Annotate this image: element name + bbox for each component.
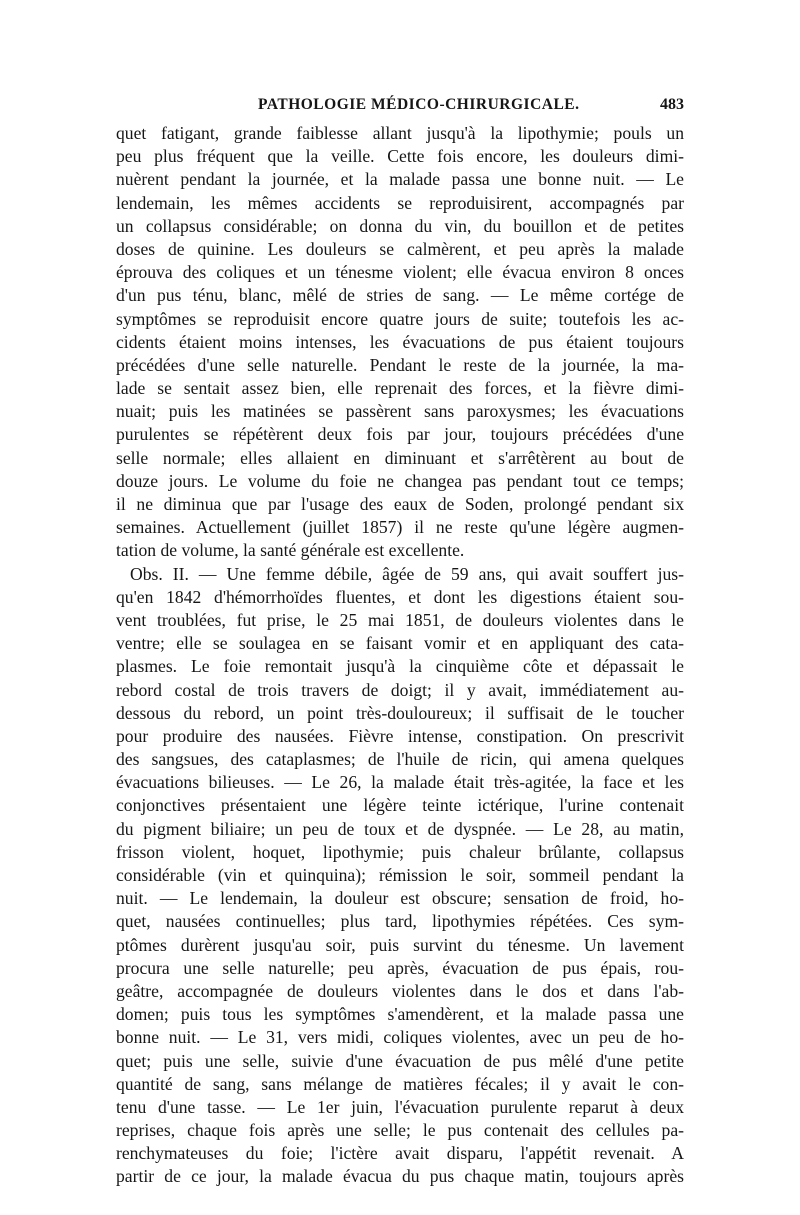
text-line: nuait; puis les matinées se passèrent sans paroxysmes; les évacuations	[116, 401, 684, 422]
text-line: quantité de sang, sans mélange de matières fécales; il y avait le con-	[116, 1073, 684, 1094]
text-line: cidents étaient moins intenses, les évacuations de pus étaient toujours	[116, 331, 684, 352]
text-line: bonne nuit. — Le 31, vers midi, coliques violentes, avec un peu de ho-	[116, 1027, 684, 1048]
text-line: domen; puis tous les symptômes s'amendèrent, et la malade passa une	[116, 1004, 684, 1025]
text-line: partir de ce jour, la malade évacua du pus chaque matin, toujours après	[116, 1166, 684, 1187]
text-line: ventre; elle se soulagea en se faisant vomir et en appliquant des cata-	[116, 633, 684, 654]
text-line: rebord costal de trois travers de doigt; il y avait, immédiatement au-	[116, 679, 684, 700]
text-line: lendemain, les mêmes accidents se reproduisirent, accompagnés par	[116, 192, 684, 213]
text-line: nuit. — Le lendemain, la douleur est obscure; sensation de froid, ho-	[116, 888, 684, 909]
text-line: quet, nausées continuelles; plus tard, lipothymies répétées. Ces sym-	[116, 911, 684, 932]
text-line: lade se sentait assez bien, elle reprenait des forces, et la fièvre dimi-	[116, 378, 684, 399]
text-line: peu plus fréquent que la veille. Cette fois encore, les douleurs dimi-	[116, 146, 684, 167]
text-line: conjonctives présentaient une légère teinte ictérique, l'urine contenait	[116, 795, 684, 816]
text-line: précédées d'une selle naturelle. Pendant le reste de la journée, la ma-	[116, 354, 684, 375]
text-line: reprises, chaque fois après une selle; le pus contenait des cellules pa-	[116, 1120, 684, 1141]
text-line: éprouva des coliques et un ténesme violent; elle évacua environ 8 onces	[116, 262, 684, 283]
text-line: évacuations bilieuses. — Le 26, la malade était très-agitée, la face et les	[116, 772, 684, 793]
text-line: des sangsues, des cataplasmes; de l'huile de ricin, qui amena quelques	[116, 749, 684, 770]
text-line: pour produire des nausées. Fièvre intense, constipation. On prescrivit	[116, 725, 684, 746]
text-line: considérable (vin et quinquina); rémission le soir, sommeil pendant la	[116, 865, 684, 885]
text-line: il ne diminua que par l'usage des eaux de Soden, prolongé pendant six	[116, 494, 684, 514]
page-number: 483	[660, 96, 684, 113]
text-line: symptômes se reproduisit encore quatre jours de suite; toutefois les ac-	[116, 308, 684, 329]
text-line: frisson violent, hoquet, lipothymie; puis chaleur brûlante, collapsus	[116, 841, 684, 862]
text-line: ptômes durèrent jusqu'au soir, puis survint du ténesme. Un lavement	[116, 934, 684, 955]
text-line: nuèrent pendant la journée, et la malade passa une bonne nuit. — Le	[116, 169, 684, 190]
text-line: geâtre, accompagnée de douleurs violentes dans le dos et dans l'ab-	[116, 980, 684, 1001]
body-text	[116, 122, 684, 1189]
text-line: quet; puis une selle, suivie d'une évacuation de pus mêlé d'une petite	[116, 1050, 684, 1071]
text-line: tenu d'une tasse. — Le 1er juin, l'évacuation purulente reparut à deux	[116, 1096, 684, 1117]
text-line: selle normale; elles allaient en diminuant et s'arrêtèrent au bout de	[116, 447, 684, 468]
text-line: un collapsus considérable; on donna du vin, du bouillon et de petites	[116, 215, 684, 236]
text-line: qu'en 1842 d'hémorrhoïdes fluentes, et dont les digestions étaient sou-	[116, 586, 684, 607]
text-line: du pigment biliaire; un peu de toux et de dyspnée. — Le 28, au matin,	[116, 818, 684, 839]
running-head	[116, 96, 684, 120]
text-line: vent troublées, fut prise, le 25 mai 1851, de douleurs violentes dans le	[116, 609, 684, 630]
text-line: purulentes se répétèrent deux fois par jour, toujours précédées d'une	[116, 424, 684, 445]
text-line: dessous du rebord, un point très-douloureux; il suffisait de le toucher	[116, 702, 684, 723]
text-line: procura une selle naturelle; peu après, évacuation de pus épais, rou-	[116, 957, 684, 978]
text-line: plasmes. Le foie remontait jusqu'à la cinquième côte et dépassait le	[116, 656, 684, 677]
text-line: semaines. Actuellement (juillet 1857) il ne reste qu'une légère augmen-	[116, 517, 684, 538]
text-line: douze jours. Le volume du foie ne changea pas pendant tout ce temps;	[116, 470, 684, 491]
running-title: PATHOLOGIE MÉDICO-CHIRURGICALE.	[258, 96, 580, 113]
observation-start-line: Obs. II. — Une femme débile, âgée de 59 ans, qui avait souffert jus-	[130, 563, 684, 584]
text-line: renchymateuses du foie; l'ictère avait disparu, l'appétit revenait. A	[116, 1143, 684, 1164]
text-line: quet fatigant, grande faiblesse allant jusqu'à la lipothymie; pouls un	[116, 123, 684, 143]
text-line: doses de quinine. Les douleurs se calmèrent, et peu après la malade	[116, 238, 684, 259]
paragraph-end-line: tation de volume, la santé générale est excellente.	[116, 540, 465, 561]
text-line: d'un pus ténu, blanc, mêlé de stries de sang. — Le même cortége de	[116, 285, 684, 306]
